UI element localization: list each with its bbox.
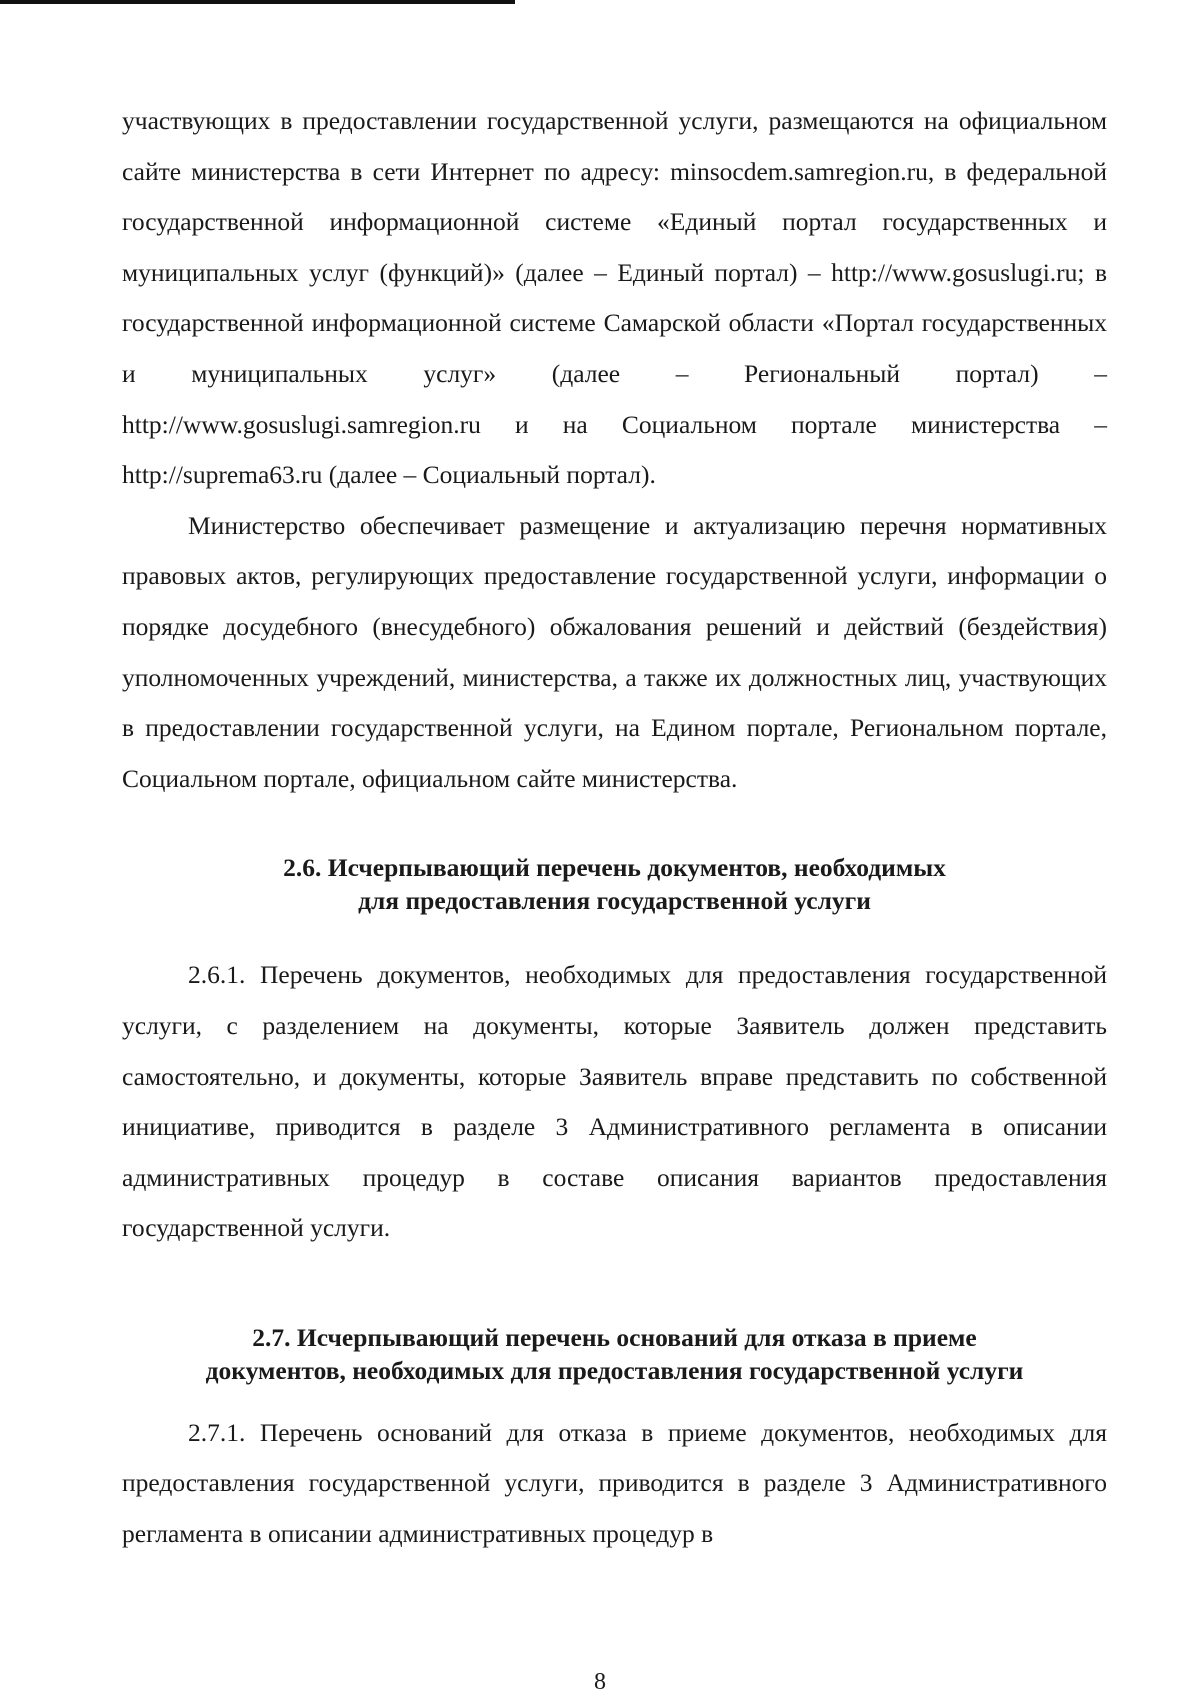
section-heading-2-7-line-2: документов, необходимых для предоставления государственной услуги xyxy=(205,1355,1024,1385)
page-number: 8 xyxy=(594,1669,606,1695)
scan-top-edge-rule xyxy=(0,0,515,4)
section-heading-2-7-line-1: 2.7. Исчерпывающий перечень оснований для отказа в приеме xyxy=(252,1322,977,1352)
section-heading-2-6 xyxy=(122,851,1107,917)
section-heading-2-6-line-2: для предоставления государственной услуги xyxy=(358,886,871,916)
paragraph-publication-info: участвующих в предоставлении государственной услуги, размещаются на официальном сайте министерства в сети Интернет по адресу: minsocdem.samregion.ru, в федеральной государственной информационной системе «Единый портал государственных и муниципальных услуг (функций)» (далее – Единый портал) – http://www.gosuslugi.ru; в государственной информационной системе Самарской области «Портал государственных и муниципальных услуг» (далее – Региональный портал) – http://www.gosuslugi.samregion.ru и на Социальном портале министерства – http://suprema63.ru (далее – Социальный портал). xyxy=(122,106,1107,490)
section-heading-2-6-line-1: 2.6. Исчерпывающий перечень документов, необходимых xyxy=(283,853,946,883)
document-page xyxy=(122,96,1107,1560)
section-heading-2-7 xyxy=(122,1321,1107,1387)
paragraph-2-6-1: 2.6.1. Перечень документов, необходимых для предоставления государственной услуги, с разделением на документы, которые Заявитель должен представить самостоятельно, и документы, которые Заявитель вправе представить по собственной инициативе, приводится в разделе 3 Административного регламента в описании административных процедур в составе описания вариантов предоставления государственной услуги. xyxy=(122,960,1107,1243)
paragraph-2-7-1: 2.7.1. Перечень оснований для отказа в приеме документов, необходимых для предоставления государственной услуги, приводится в разделе 3 Административного регламента в описании административных процедур в xyxy=(122,1417,1107,1549)
paragraph-ministry-duties: Министерство обеспечивает размещение и актуализацию перечня нормативных правовых актов, регулирующих предоставление государственной услуги, информации о порядке досудебного (внесудебного) обжалования решений и действий (бездействия) уполномоченных учреждений, министерства, а также их должностных лиц, участвующих в предоставлении государственной услуги, на Едином портале, Региональном портале, Социальном портале, официальном сайте министерства. xyxy=(122,510,1107,793)
